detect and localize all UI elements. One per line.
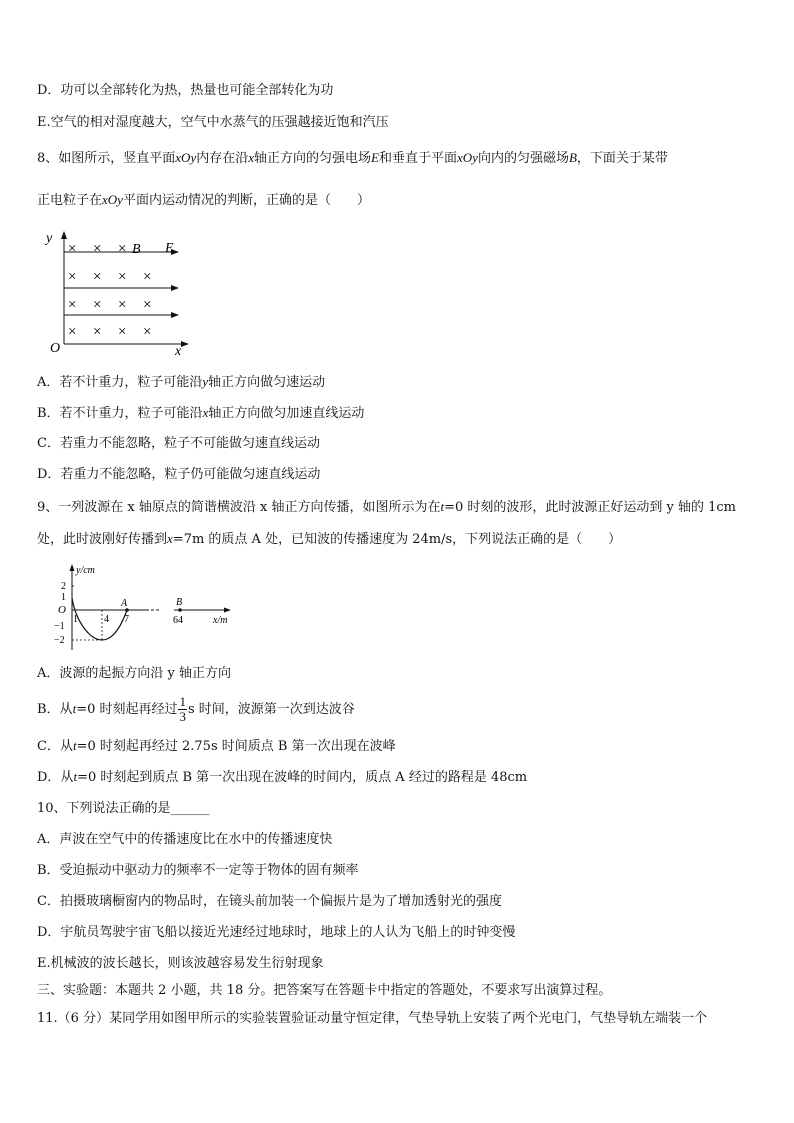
q8-cross: × [68, 269, 77, 285]
q8-option-a-text: A．若不计重力，粒子可能沿 [37, 375, 203, 390]
q10-option-a: A．声波在空气中的传播速度比在水中的传播速度快 [37, 832, 333, 847]
q9-x-tick-1: 1 [73, 614, 78, 625]
q9-stem-line1 [37, 498, 736, 517]
q9-stem-1a: 9、一列波源在 x 轴原点的简谐横波沿 x 轴正方向传播，如图所示为在 [37, 500, 441, 515]
q10-stem: 10、下列说法正确的是______ [37, 801, 210, 816]
q8-stem-2a: 正电粒子在 [37, 193, 103, 208]
q9-option-b-3: s 时间，波源第一次到达波谷 [187, 702, 355, 717]
q7-option-e: E.空气的相对湿度越大，空气中水蒸气的压强越接近饱和汽压 [37, 115, 389, 130]
q9-wave-curve [72, 598, 127, 640]
q8-cross: × [118, 297, 127, 313]
q9-tick-1: 1 [61, 592, 66, 603]
q8-cross: × [68, 241, 77, 257]
q9-b-label: B [176, 597, 183, 608]
q8-cross: × [118, 324, 127, 340]
q9-option-a: A．波源的起振方向沿 y 轴正方向 [37, 666, 231, 681]
q8-cross: × [68, 297, 77, 313]
q9-y-axis-label: y/cm [76, 565, 95, 576]
q9-x-tick-64: 64 [173, 615, 183, 626]
q8-cross: × [143, 269, 152, 285]
q8-option-c: C．若重力不能忽略，粒子不可能做匀速直线运动 [37, 436, 320, 451]
q8-x-label: x [175, 344, 182, 358]
q11-stem: 11.（6 分）某同学用如图甲所示的实验装置验证动量守恒定律，气垫导轨上安装了两个光电门，气垫导轨左端装一个 [37, 1011, 708, 1026]
q9-option-c-2: =0 时刻起再经过 2.75s 时间质点 B 第一次出现在波峰 [76, 739, 396, 754]
q9-stem-x: x [167, 531, 173, 546]
q9-stem-line2 [37, 530, 621, 549]
q8-cross: × [93, 241, 102, 257]
q9-stem-2b: =7m 的质点 A 处，已知波的传播速度为 24m/s，下列说法正确的是（ ） [172, 532, 622, 547]
q9-wave-graph [50, 562, 250, 657]
q9-option-c-1: C．从 [37, 739, 73, 754]
q10-option-d: D．宇航员驾驶宇宙飞船以接近光速经过地球时，地球上的人认为飞船上的时钟变慢 [37, 925, 516, 940]
q8-origin-label: O [50, 341, 61, 356]
q8-cross: × [93, 297, 102, 313]
q8-stem-1f: ，下面关于某带 [576, 151, 668, 166]
q9-option-d [37, 768, 527, 787]
q9-option-b-1: B．从 [37, 702, 73, 717]
q9-option-d-2: =0 时刻起到质点 B 第一次出现在波峰的时间内，质点 A 经过的路程是 48cm [77, 770, 528, 785]
q9-tick-m2: −2 [54, 635, 65, 646]
q8-option-b-text2: 轴正方向做匀加速直线运动 [208, 406, 365, 421]
q8-stem-1d: 和垂直于平面 [378, 151, 457, 166]
q9-option-c-t: t [72, 738, 77, 753]
q8-stem-1b: 内存在沿 [196, 151, 249, 166]
q8-cross: × [68, 324, 77, 340]
q8-cross: × [93, 269, 102, 285]
q8-e-label: E [165, 241, 174, 256]
q9-stem-1b: =0 时刻的波形，此时波源正好运动到 y 轴的 1cm [444, 500, 737, 515]
q9-tick-2: 2 [61, 581, 66, 592]
q9-option-b-t: t [72, 701, 77, 716]
q8-b-label: B [132, 242, 141, 257]
q9-stem-2a: 处，此时波刚好传播到 [37, 532, 168, 547]
q8-stem-2b: 平面内运动情况的判断，正确的是（ ） [122, 193, 370, 208]
q8-var-e: E [371, 150, 379, 165]
q9-point-b [178, 608, 182, 612]
q8-var-b: B [568, 150, 577, 165]
q10-option-c: C．拍摄玻璃橱窗内的物品时，在镜头前加装一个偏振片是为了增加透射光的强度 [37, 894, 502, 909]
q9-x-tick-4: 4 [104, 614, 109, 625]
q9-tick-m1: −1 [54, 621, 65, 632]
q9-a-label: A [121, 598, 128, 609]
q8-var-xoy-3: xOy [102, 192, 123, 207]
q8-var-x: x [248, 150, 255, 165]
q9-option-d-t: t [73, 769, 78, 784]
q9-option-b-fraction [178, 695, 187, 724]
q10-option-b: B．受迫振动中驱动力的频率不一定等于物体的固有频率 [37, 863, 359, 878]
q9-option-d-1: D．从 [37, 770, 74, 785]
q8-var-xoy-2: xOy [457, 150, 478, 165]
q8-cross: × [118, 269, 127, 285]
q9-option-b [37, 694, 355, 725]
q8-option-a-text2: 轴正方向做匀速运动 [208, 375, 326, 390]
fraction-numerator: 1 [179, 694, 186, 709]
q8-cross: × [93, 324, 102, 340]
section-3-heading: 三、实验题：本题共 2 小题，共 18 分。把答案写在答题卡中指定的答题处，不要求写出演算过程。 [37, 983, 612, 998]
q8-option-d: D．若重力不能忽略，粒子仍可能做匀速直线运动 [37, 467, 321, 482]
q8-stem-1c: 轴正方向的匀强电场 [254, 151, 372, 166]
q8-cross: × [143, 297, 152, 313]
q8-stem-line2 [37, 191, 370, 210]
q8-field-diagram [40, 228, 200, 358]
q8-stem-1e: 向内的匀强磁场 [477, 151, 569, 166]
q9-stem-t: t [440, 499, 445, 514]
q8-cross: × [118, 241, 127, 257]
q7-option-d: D．功可以全部转化为热，热量也可能全部转化为功 [37, 83, 334, 98]
q8-option-a [37, 373, 325, 392]
q10-option-e: E.机械波的波长越长，则该波越容易发生衍射现象 [37, 956, 324, 971]
q8-cross: × [143, 324, 152, 340]
q8-option-b-var: x [202, 405, 209, 420]
q9-origin: O [58, 604, 66, 616]
fraction-denominator: 3 [179, 709, 186, 724]
q9-option-b-2: =0 时刻起再经过 [76, 702, 178, 717]
q9-option-c [37, 737, 396, 756]
q8-option-b [37, 404, 364, 423]
q8-stem-line1 [37, 149, 668, 168]
q8-option-b-text: B．若不计重力，粒子可能沿 [37, 406, 203, 421]
q9-x-axis-label: x/m [213, 615, 228, 626]
q8-var-xoy: xOy [175, 150, 197, 165]
q8-stem-1a: 8、如图所示，竖直平面 [37, 151, 176, 166]
q8-y-label: y [46, 231, 53, 246]
q9-x-tick-7: 7 [124, 614, 129, 625]
q8-option-a-var: y [202, 374, 209, 389]
